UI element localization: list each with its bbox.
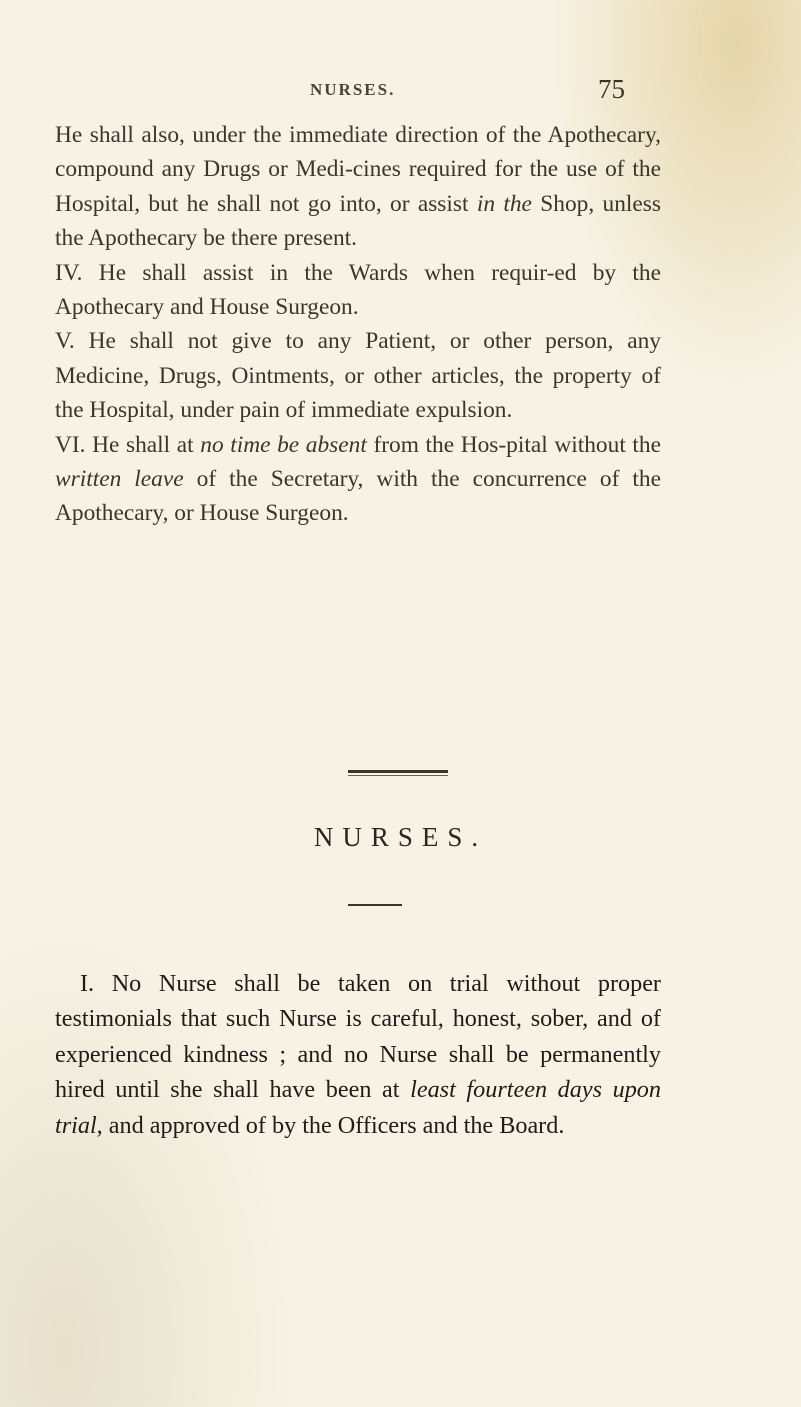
section-heading: NURSES.: [313, 822, 488, 852]
ornament-rule-thin: [348, 775, 448, 776]
paragraph: [55, 118, 661, 256]
text-run: from the Hos-pital without the: [366, 431, 661, 458]
italic-run: no time be absent: [200, 431, 367, 458]
paragraph: [55, 256, 661, 325]
text-run: I. No Nurse shall be taken on trial without proper testimonials that such Nurse is careful, honest, sober, and of experienced kindness ; and no Nurse shall be permanently hired until she shall have been at: [55, 970, 661, 1104]
page-number: 75: [598, 74, 625, 104]
running-title: NURSES.: [310, 80, 396, 99]
paragraph: [55, 428, 661, 531]
text-run: and approved of by the Officers and the Board.: [102, 1111, 565, 1139]
section-rule: [348, 904, 402, 906]
italic-run: written leave: [55, 466, 184, 493]
running-head: [0, 76, 801, 110]
text-run: VI. He shall at: [55, 431, 201, 458]
ornament-rule: [348, 770, 448, 773]
text-run: IV. He shall assist in the Wards when requir-ed by the Apothecary and House Surgeon.: [55, 259, 661, 321]
upper-section: [55, 118, 661, 531]
italic-run: in the: [476, 190, 532, 217]
paragraph: [55, 324, 661, 427]
text-run: V. He shall not give to any Patient, or other person, any Medicine, Drugs, Ointments, or other articles, the property of the Hospital, under pain of immediate expulsion.: [55, 328, 661, 424]
text-run: He shall also, under the immediate direction of the Apothecary, compound any Drugs or Medi-cines required for the use of the Hospital, but he shall not go into, or assist: [55, 122, 661, 217]
lower-section: [55, 966, 661, 1143]
paragraph: [55, 966, 661, 1143]
italic-run: least fourteen days upon trial,: [55, 1076, 661, 1139]
text-run: of the Secretary, with the concurrence of the Apothecary, or House Surgeon.: [55, 466, 661, 527]
text-run: Shop, unless the Apothecary be there present.: [55, 190, 661, 252]
